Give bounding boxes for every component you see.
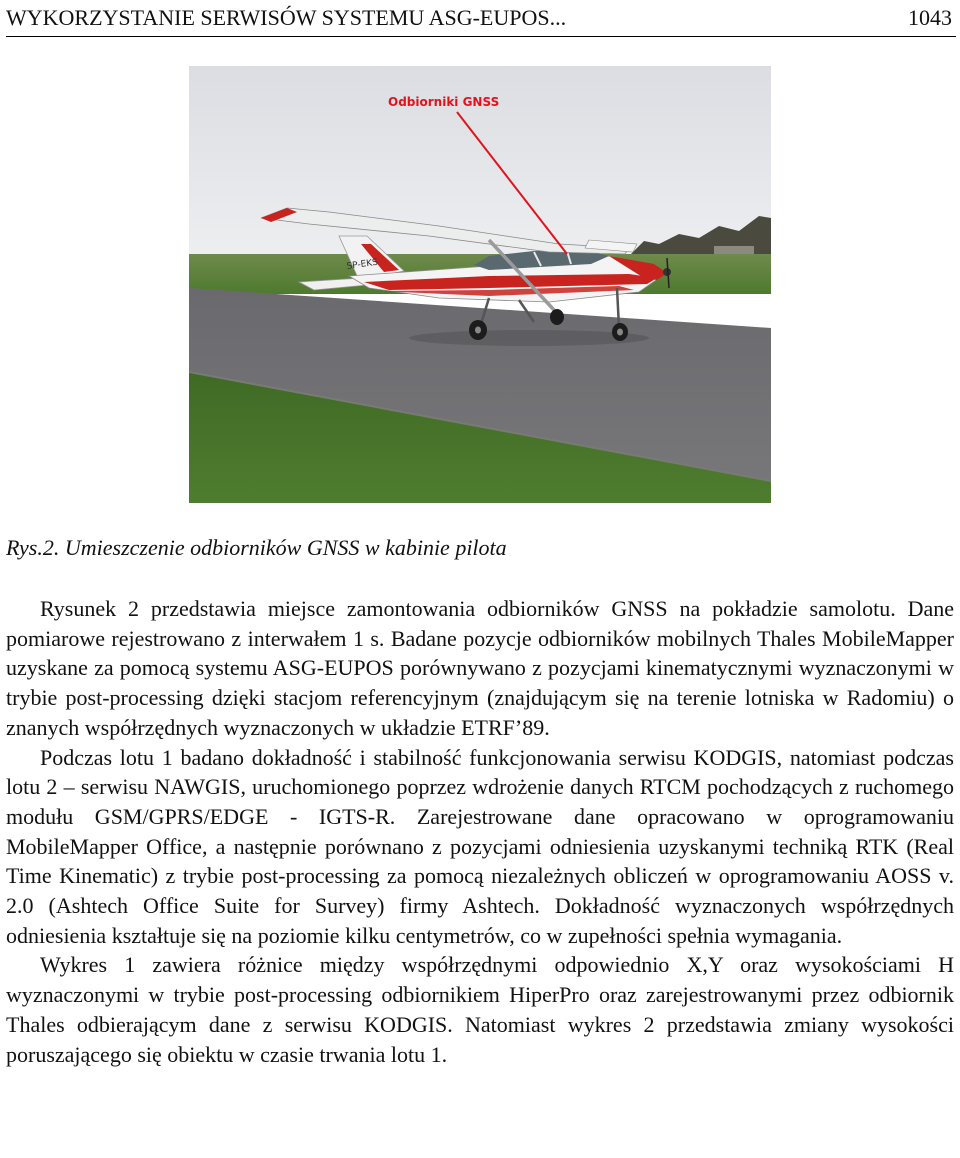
gnss-receiver-annotation: Odbiorniki GNSS [388, 95, 500, 109]
body-text [6, 594, 954, 1069]
paragraph-2: Podczas lotu 1 badano dokładność i stabilność funkcjonowania serwisu KODGIS, natomiast podczas lotu 2 – serwisu NAWGIS, uruchomionego poprzez wdrożenie danych RTCM pochodzących z ruchomego modułu GSM/GPRS/EDGE - IGTS-R. Zarejestrowane dane opracowano w oprogramowaniu MobileMapper Office, a następnie porównano z pozycjami odniesienia uzyskanymi techniką RTK (Real Time Kinematic) z trybie post-processing za pomocą niezależnych obliczeń w oprogramowaniu AOSS v. 2.0 (Ashtech Office Suite for Survey) firmy Ashtech. Dokładność wyznaczonych współrzędnych odniesienia kształtuje się na poziomie kilku centymetrów, co w zupełności spełnia wymagania. [6, 744, 954, 948]
running-header [6, 4, 956, 37]
aircraft-photo-illustration [189, 66, 771, 503]
paragraph-3: Wykres 1 zawiera różnice między współrzędnymi odpowiednio X,Y oraz wysokościami H wyznaczonymi w trybie post-processing odbiornikiem HiperPro oraz zarejestrowanymi przez odbiornik Thales odbierającym dane z serwisu KODGIS. Natomiast wykres 2 przedstawia zmiany wysokości poruszającego się obiektu w czasie trwania lotu 1. [6, 952, 954, 1067]
figure-caption: Rys.2. Umieszczenie odbiorników GNSS w kabinie pilota [6, 535, 507, 560]
tail-registration: SP-EKS [346, 257, 379, 272]
running-title: WYKORZYSTANIE SERWISÓW SYSTEMU ASG-EUPOS... [6, 5, 567, 30]
page-number: 1043 [908, 5, 952, 30]
paragraph-1: Rysunek 2 przedstawia miejsce zamontowania odbiorników GNSS na pokładzie samolotu. Dane pomiarowe rejestrowano z interwałem 1 s. Badane pozycje odbiorników mobilnych Thales MobileMapper uzyskane za pomocą systemu ASG-EUPOS porównywano z pozycjami kinematycznymi wyznaczonymi w trybie post-processing dzięki stacjom referencyjnym (znajdującym się na terenie lotniska w Radomiu) o znanych współrzędnych wyznaczonych w układzie ETRF’89. [6, 596, 954, 740]
right-wheel [550, 309, 564, 325]
aircraft-photo [189, 66, 771, 503]
